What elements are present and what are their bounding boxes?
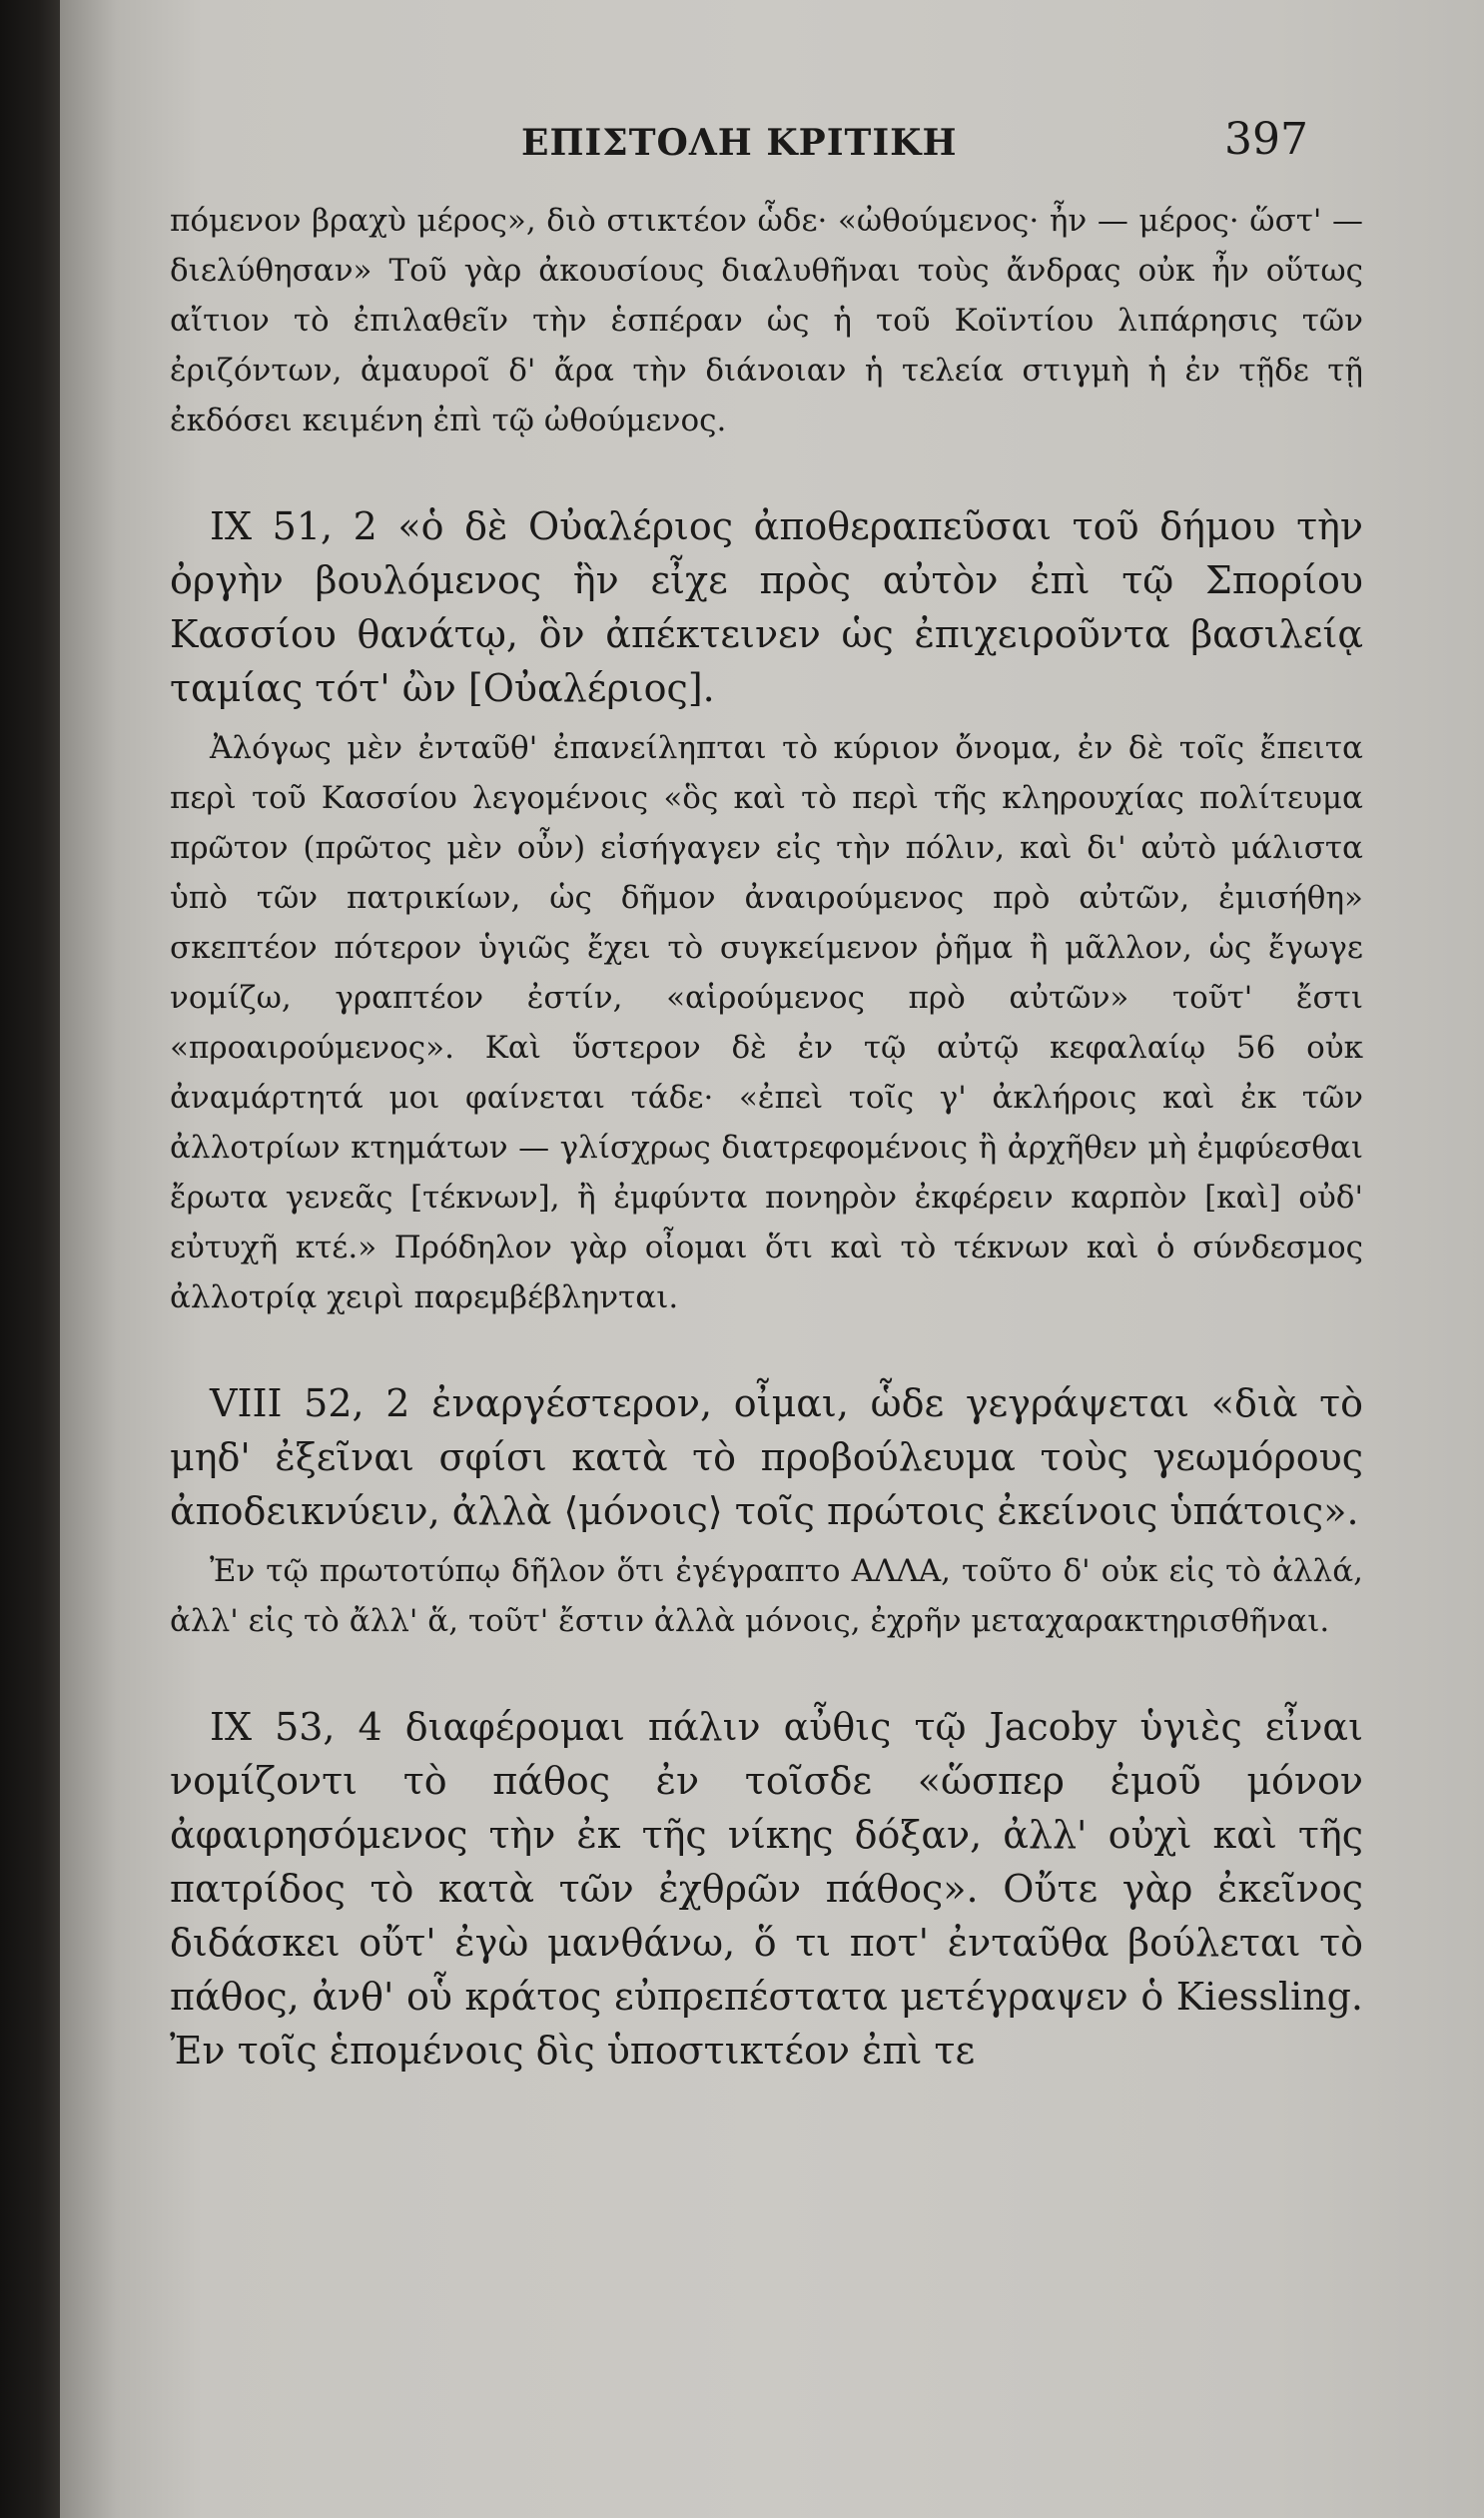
paragraph-note-viii-52: Ἐν τῷ πρωτοτύπῳ δῆλον ὅτι ἐγέγραπτο ΑΛΛΑ, τοῦτο δ' οὐκ εἰς τὸ ἀλλά, ἀλλ' εἰς τὸ ἄλλ' ἅ, τοῦτ' ἔστιν ἀλλὰ μόνοις, ἐχρῆν μεταχαρακτηρισθῆναι. (170, 1553, 1363, 1639)
book-page (60, 0, 1484, 2518)
paragraph-note-ix-51: Ἀλόγως μὲν ἐνταῦθ' ἐπανείληπται τὸ κύριον ὄνομα, ἐν δὲ τοῖς ἔπειτα περὶ τοῦ Κασσίου λεγομένοις «ὃς καὶ τὸ περὶ τῆς κληρουχίας πολίτευμα πρῶτον (πρῶτος μὲν οὖν) εἰσήγαγεν εἰς τὴν πόλιν, καὶ δι' αὐτὸ μάλιστα ὑπὸ τῶν πατρικίων, ὡς δῆμον ἀναιρούμενος πρὸ αὐτῶν, ἐμισήθη» σκεπτέον πότερον ὑγιῶς ἔχει τὸ συγκείμενον ῥῆμα ἢ μᾶλλον, ὡς ἔγωγε νομίζω, γραπτέον ἐστίν, «αἱρούμενος πρὸ αὐτῶν» τοῦτ' ἔστι «προαιρούμενος». Καὶ ὕστερον δὲ ἐν τῷ αὐτῷ κεφαλαίῳ 56 οὐκ ἀναμάρτητά μοι φαίνεται τάδε· «ἐπεὶ τοῖς γ' ἀκλήροις καὶ ἐκ τῶν ἀλλοτρίων κτημάτων — γλίσχρως διατρεφομένοις ἢ ἀρχῆθεν μὴ ἐμφύεσθαι ἔρωτα γενεᾶς [τέκνων], ἢ ἐμφύντα πονηρὸν ἐκφέρειν καρπὸν [καὶ] οὐδ' εὐτυχῆ κτέ.» Πρόδηλον γὰρ οἶομαι ὅτι καὶ τὸ τέκνων καὶ ὁ σύνδεσμος ἀλλοτρίᾳ χειρὶ παρεμβέβληνται. (170, 730, 1363, 1315)
paragraph-main-ix-51: IX 51, 2 «ὁ δὲ Οὐαλέριος ἀποθεραπεῦσαι τοῦ δήμου τὴν ὀργὴν βουλόμενος ἣν εἶχε πρὸς αὐτὸν ἐπὶ τῷ Σπορίου Κασσίου θανάτῳ, ὃν ἀπέκτεινεν ὡς ἐπιχειροῦντα βασιλείᾳ ταμίας τότ' ὢν [Οὐαλέριος]. (170, 504, 1363, 710)
paragraph-note-continued: πόμενον βραχὺ μέρος», διὸ στικτέον ὧδε· «ὠθούμενος· ἦν — μέρος· ὥστ' — διελύθησαν» Τοῦ γὰρ ἀκουσίους διαλυθῆναι τοὺς ἄνδρας οὐκ ἦν οὕτως αἴτιον τὸ ἐπιλαθεῖν τὴν ἑσπέραν ὡς ἡ τοῦ Κοϊντίου λιπάρησις τῶν ἐριζόντων, ἀμαυροῖ δ' ἄρα τὴν διάνοιαν ἡ τελεία στιγμὴ ἡ ἐν τῇδε τῇ ἐκδόσει κειμένη ἐπὶ τῷ ὠθούμενος. (170, 203, 1363, 438)
page-header (60, 114, 1484, 178)
paragraph-main-ix-53: IX 53, 4 διαφέρομαι πάλιν αὖθις τῷ Jacoby ὑγιὲς εἶναι νομίζοντι τὸ πάθος ἐν τοῖσδε «ὥσπερ ἐμοῦ μόνον ἀφαιρησόμενος τὴν ἐκ τῆς νίκης δόξαν, ἀλλ' οὐχὶ καὶ τῆς πατρίδος τὸ κατὰ τῶν ἐχθρῶν πάθος». Οὔτε γὰρ ἐκεῖνος διδάσκει οὔτ' ἐγὼ μανθάνω, ὅ τι ποτ' ἐνταῦθα βούλεται τὸ πάθος, ἀνθ' οὗ κράτος εὐπρεπέστατα μετέγραψεν ὁ Kiessling. Ἐν τοῖς ἑπομένοις δὶς ὑποστικτέον ἐπὶ τε (170, 1705, 1363, 2073)
paragraph-main-viii-52: VIII 52, 2 ἐναργέστερον, οἶμαι, ὧδε γεγράψεται «διὰ τὸ μηδ' ἐξεῖναι σφίσι κατὰ τὸ προβούλευμα τοὺς γεωμόρους ἀποδεικνύειν, ἀλλὰ ⟨μόνοις⟩ τοῖς πρώτοις ἐκείνοις ὑπάτοις». (170, 1381, 1363, 1533)
running-title: ΕΠΙΣΤΟΛΗ ΚΡΙΤΙΚΗ (521, 122, 958, 164)
page-body (170, 196, 1363, 2078)
page-number: 397 (1224, 114, 1308, 165)
